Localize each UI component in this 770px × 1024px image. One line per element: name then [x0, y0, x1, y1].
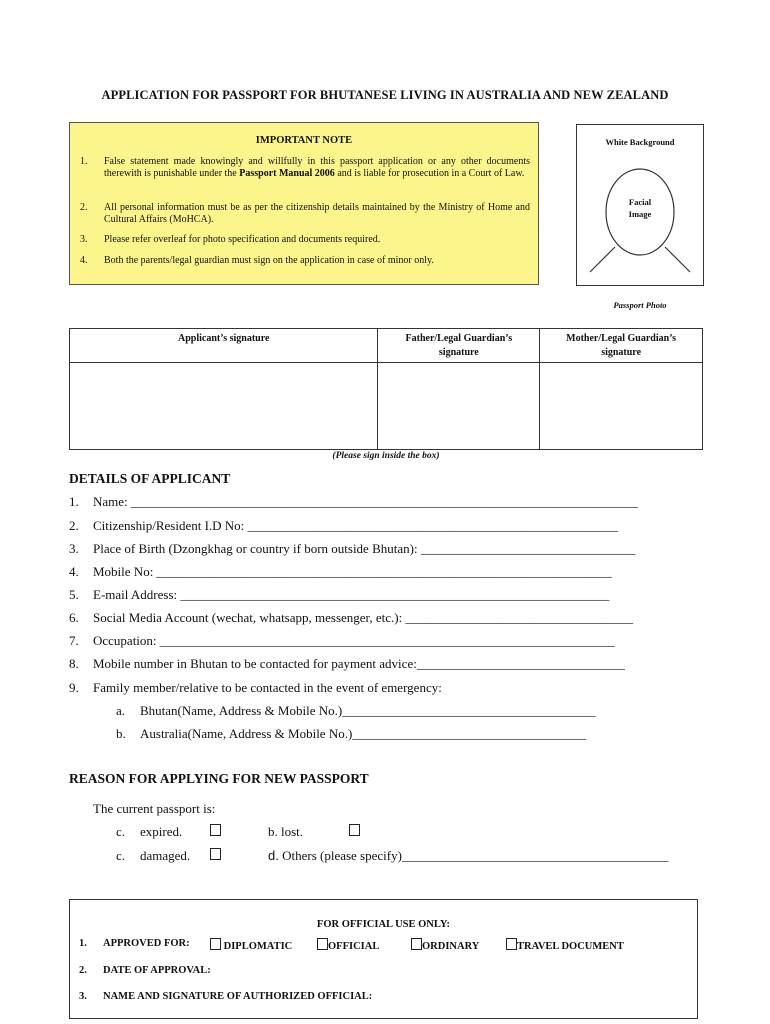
passport-photo-caption: Passport Photo: [613, 300, 667, 310]
signature-instruction: (Please sign inside the box): [332, 451, 440, 461]
authorized-official-row[interactable]: 3. NAME AND SIGNATURE OF AUTHORIZED OFFICIAL:: [79, 991, 373, 1002]
note-item-text: All personal information must be as per the citizenship details maintained by the Ministry of Home and Cultural Affairs (MoHCA).: [104, 202, 530, 225]
reason-damaged-label: c. damaged.: [116, 848, 191, 863]
note-item: [80, 255, 530, 267]
father-signature-box[interactable]: [378, 363, 540, 450]
ordinary-option[interactable]: ORDINARY: [411, 938, 479, 952]
social-media-field[interactable]: 6. Social Media Account (wechat, whatsapp, messenger, etc.): ___________________________________: [69, 610, 633, 625]
reason-expired-label: c. expired.: [116, 824, 183, 839]
note-item-text: Please refer overleaf for photo specification and documents required.: [104, 234, 381, 245]
mother-signature-box[interactable]: [540, 363, 703, 450]
reason-others-field[interactable]: d. Others (please specify)_________________________________________: [268, 848, 669, 863]
email-field[interactable]: 5. E-mail Address: __________________________________________________________________: [69, 587, 610, 602]
note-item-text: Both the parents/legal guardian must sign on the application in case of minor only.: [104, 255, 434, 266]
name-field[interactable]: 1. Name: ______________________________________________________________________________: [69, 494, 638, 509]
diplomatic-checkbox[interactable]: [210, 938, 221, 950]
note-item-number: 1.: [80, 156, 88, 167]
reason-heading: REASON FOR APPLYING FOR NEW PASSPORT: [69, 771, 369, 786]
father-signature-header: Father/Legal Guardian’s signature: [378, 329, 540, 363]
note-item-number: 4.: [80, 255, 88, 266]
important-note-box: [69, 122, 539, 285]
details-heading: DETAILS OF APPLICANT: [69, 471, 231, 486]
emergency-bhutan-field[interactable]: a. Bhutan(Name, Address & Mobile No.)_______________________________________: [116, 703, 596, 718]
lost-checkbox[interactable]: [349, 824, 360, 836]
citizenship-id-field[interactable]: 2. Citizenship/Resident I.D No: _________________________________________________________: [69, 518, 619, 533]
place-of-birth-field[interactable]: 3. Place of Birth (Dzongkhag or country if born outside Bhutan): _________________________________: [69, 541, 636, 556]
signature-table: [69, 328, 703, 450]
form-title: APPLICATION FOR PASSPORT FOR BHUTANESE LIVING IN AUSTRALIA AND NEW ZEALAND: [101, 88, 669, 102]
mobile-number-field[interactable]: 4. Mobile No: ______________________________________________________________________: [69, 564, 612, 579]
note-item: [80, 156, 530, 180]
official-checkbox[interactable]: [317, 938, 328, 950]
white-background-label: White Background: [605, 137, 675, 147]
diplomatic-option[interactable]: DIPLOMATIC: [210, 938, 292, 952]
bhutan-mobile-field[interactable]: 8. Mobile number in Bhutan to be contacted for payment advice:________________________________: [69, 656, 625, 671]
applicant-signature-header: Applicant’s signature: [70, 329, 378, 363]
note-item-text: False statement made knowingly and willfully in this passport application or any other documents therewith is punishable under the Passport Manual 2006 and is liable for prosecution in a Court of Law.: [104, 156, 530, 179]
official-option[interactable]: OFFICIAL: [317, 938, 379, 952]
applicant-signature-box[interactable]: [70, 363, 378, 450]
passport-photo-box[interactable]: [576, 124, 704, 286]
facial-image-label: Facial Image: [628, 197, 652, 219]
mother-signature-header: Mother/Legal Guardian’s signature: [540, 329, 703, 363]
note-item-number: 2.: [80, 202, 88, 213]
note-item: [80, 202, 530, 226]
note-item-number: 3.: [80, 234, 88, 245]
approved-for-row: 1. APPROVED FOR:: [79, 938, 190, 949]
official-use-heading: FOR OFFICIAL USE ONLY:: [316, 919, 451, 930]
date-of-approval-row[interactable]: 2. DATE OF APPROVAL:: [79, 965, 211, 976]
emergency-australia-field[interactable]: b. Australia(Name, Address & Mobile No.)____________________________________: [116, 726, 587, 741]
reason-lost-label: b. lost.: [268, 824, 304, 839]
reason-intro: The current passport is:: [93, 801, 216, 816]
note-item: [80, 234, 530, 246]
emergency-contact-label: 9. Family member/relative to be contacted in the event of emergency:: [69, 680, 442, 695]
ordinary-checkbox[interactable]: [411, 938, 422, 950]
important-note-heading: IMPORTANT NOTE: [255, 135, 353, 146]
travel-document-checkbox[interactable]: [506, 938, 517, 950]
official-use-box: [69, 899, 698, 1019]
damaged-checkbox[interactable]: [210, 848, 221, 860]
travel-document-option[interactable]: TRAVEL DOCUMENT: [506, 938, 624, 952]
occupation-field[interactable]: 7. Occupation: ______________________________________________________________________: [69, 633, 615, 648]
expired-checkbox[interactable]: [210, 824, 221, 836]
